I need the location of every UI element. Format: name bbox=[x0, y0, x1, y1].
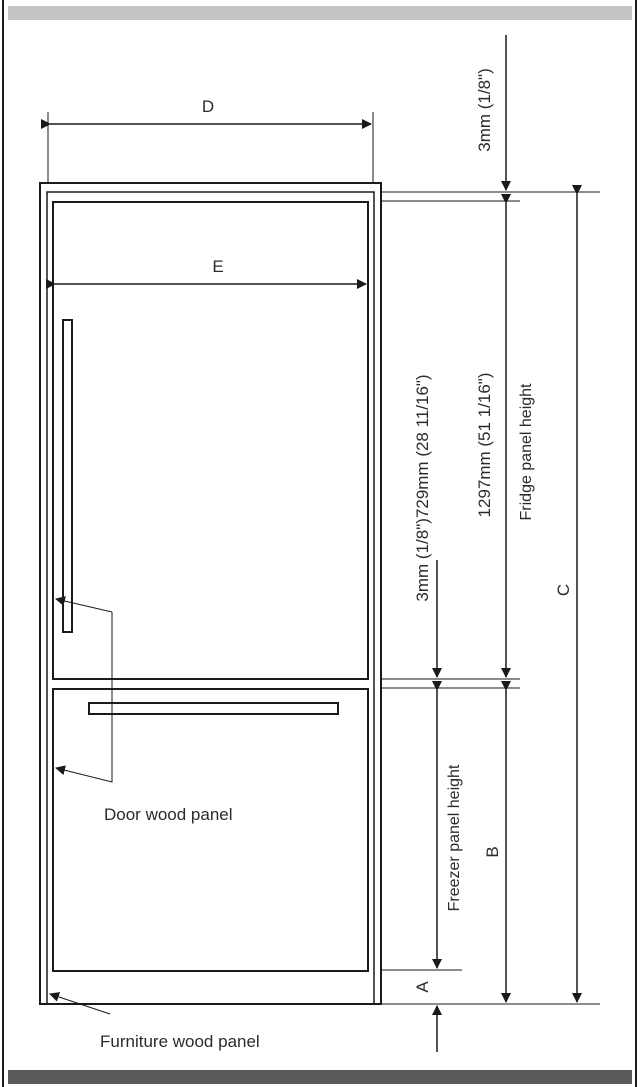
fridge-panel-height-label: Fridge panel height bbox=[518, 383, 535, 521]
fridge-handle bbox=[63, 320, 72, 632]
footer-bar bbox=[8, 1070, 632, 1084]
c-label: C bbox=[554, 583, 573, 597]
door-panel-leader-upper bbox=[56, 599, 112, 612]
door-panel-leader bbox=[56, 612, 112, 782]
freezer-door-panel bbox=[53, 689, 368, 971]
e-label: E bbox=[212, 257, 224, 276]
mid-dimensions-label: 3mm (1/8")729mm (28 11/16") bbox=[413, 374, 432, 602]
furniture-wood-panel bbox=[40, 183, 381, 1004]
furniture-wood-panel-label: Furniture wood panel bbox=[100, 1032, 260, 1051]
door-wood-panel-label: Door wood panel bbox=[104, 805, 233, 824]
header-bar bbox=[8, 6, 632, 20]
freezer-panel-height-label: Freezer panel height bbox=[446, 764, 463, 912]
fridge-dimension-label: 1297mm (51 1/16") bbox=[475, 372, 494, 518]
fridge-door-panel bbox=[53, 202, 368, 679]
a-label: A bbox=[413, 981, 432, 993]
freezer-handle bbox=[89, 703, 338, 714]
cabinet-inner-outline bbox=[47, 192, 374, 1004]
b-label: B bbox=[483, 846, 502, 858]
top-gap-label: 3mm (1/8") bbox=[475, 68, 494, 152]
d-label: D bbox=[201, 97, 215, 116]
